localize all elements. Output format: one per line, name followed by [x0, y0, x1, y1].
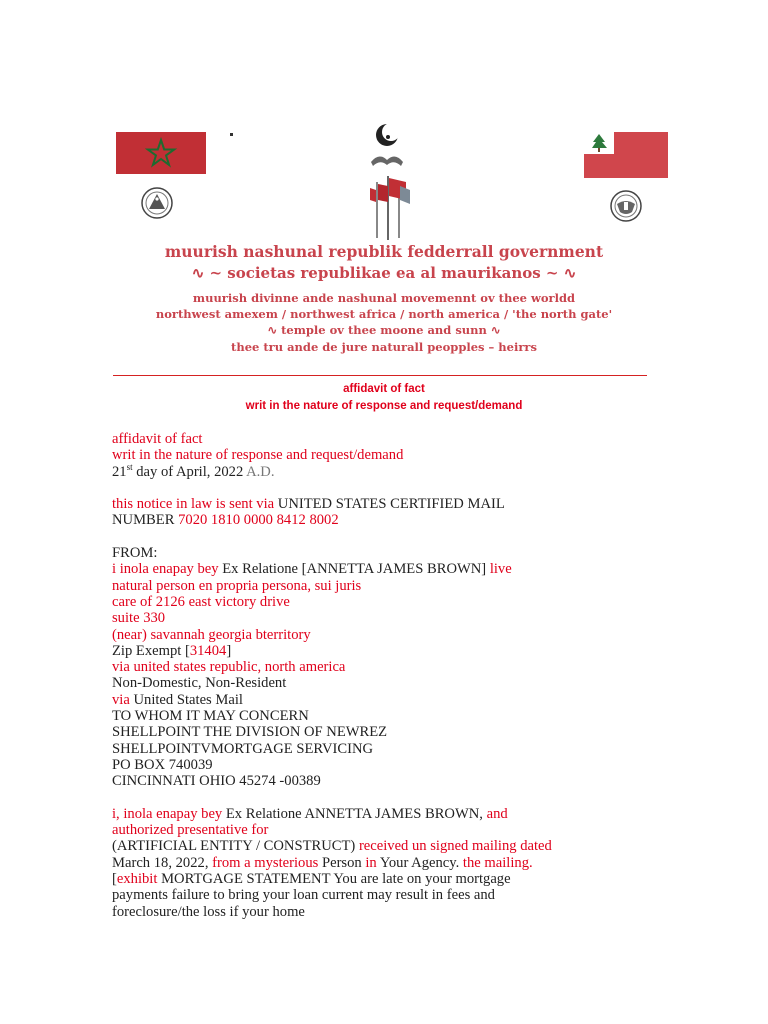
near-line: (near) savannah georgia bterritory — [112, 626, 311, 643]
from-label: FROM: — [112, 545, 158, 562]
flag-cluster-emblem — [366, 172, 410, 240]
via-mail-line: via United States Mail — [112, 691, 243, 708]
care-of-line: care of 2126 east victory drive — [112, 593, 290, 610]
city-line: CINCINNATI OHIO 45274 -00389 — [112, 773, 321, 790]
pyramid-seal-icon — [141, 187, 173, 219]
header-line-4: northwest amexem / northwest africa / north america / 'the north gate' — [155, 307, 613, 321]
paragraph-line-2: authorized presentative for — [112, 822, 269, 839]
header-line-6: thee tru ande de jure naturall peopples – heirrs — [231, 340, 537, 354]
doc-date: 21st day of April, 2022 A.D. — [112, 461, 275, 480]
header-line-1: muurish nashunal republik fedderrall government — [164, 242, 604, 261]
po-box-line: PO BOX 740039 — [112, 756, 213, 773]
eagle-seal-icon — [610, 190, 642, 222]
paragraph-line-3: (ARTIFICIAL ENTITY / CONSTRUCT) received un signed mailing dated — [112, 838, 552, 855]
notice-line: this notice in law is sent via UNITED STATES CERTIFIED MAIL — [112, 496, 505, 513]
via-republic-line: via united states republic, north america — [112, 659, 346, 676]
non-domestic-line: Non-Domestic, Non-Resident — [112, 675, 287, 692]
paragraph-line-1: i, inola enapay bey Ex Relatione ANNETTA JAMES BROWN, and — [112, 805, 508, 822]
paragraph-line-5: [exhibit MORTGAGE STATEMENT You are late on your mortgage — [112, 871, 511, 888]
header-line-3: muurish divinne ande nashunal movemennt ov thee worldd — [192, 291, 576, 305]
morocco-flag — [116, 132, 206, 174]
zip-line: Zip Exempt [31404] — [112, 642, 232, 659]
subheading-title: affidavit of fact — [343, 383, 425, 395]
suite-line: suite 330 — [112, 610, 166, 627]
doc-subtitle: writ in the nature of response and request/demand — [112, 447, 404, 464]
paragraph-line-6: payments failure to bring your loan current may result in fees and — [112, 887, 495, 904]
header-line-5: ∿ temple ov thee moone and sunn ∿ — [267, 323, 501, 337]
subheading-subtitle: writ in the nature of response and request/demand — [245, 400, 523, 412]
divider-rule — [113, 375, 647, 376]
paragraph-line-7: foreclosure/the loss if your home — [112, 903, 305, 920]
to-whom-line: TO WHOM IT MAY CONCERN — [112, 708, 309, 725]
header-line-2: ∿ ~ societas republikae ea al maurikanos ~ ∿ — [191, 264, 577, 282]
doc-title: affidavit of fact — [112, 431, 203, 447]
natural-person-line: natural person en propria persona, sui juris — [112, 577, 362, 594]
shellpoint-line-1: SHELLPOINT THE DIVISION OF NEWREZ — [112, 724, 388, 741]
document-body — [112, 431, 672, 920]
crescent-emblem-icon — [367, 122, 407, 172]
from-name-line: i inola enapay bey Ex Relatione [ANNETTA JAMES BROWN] live — [112, 561, 512, 578]
pine-tree-flag — [584, 132, 668, 178]
shellpoint-line-2: SHELLPOINTVMORTGAGE SERVICING — [112, 740, 374, 757]
paragraph-line-4: March 18, 2022, from a mysterious Person in Your Agency. the mailing. — [112, 854, 533, 871]
dot-mark — [230, 133, 233, 136]
mail-number-line: NUMBER 7020 1810 0000 8412 8002 — [112, 512, 339, 529]
